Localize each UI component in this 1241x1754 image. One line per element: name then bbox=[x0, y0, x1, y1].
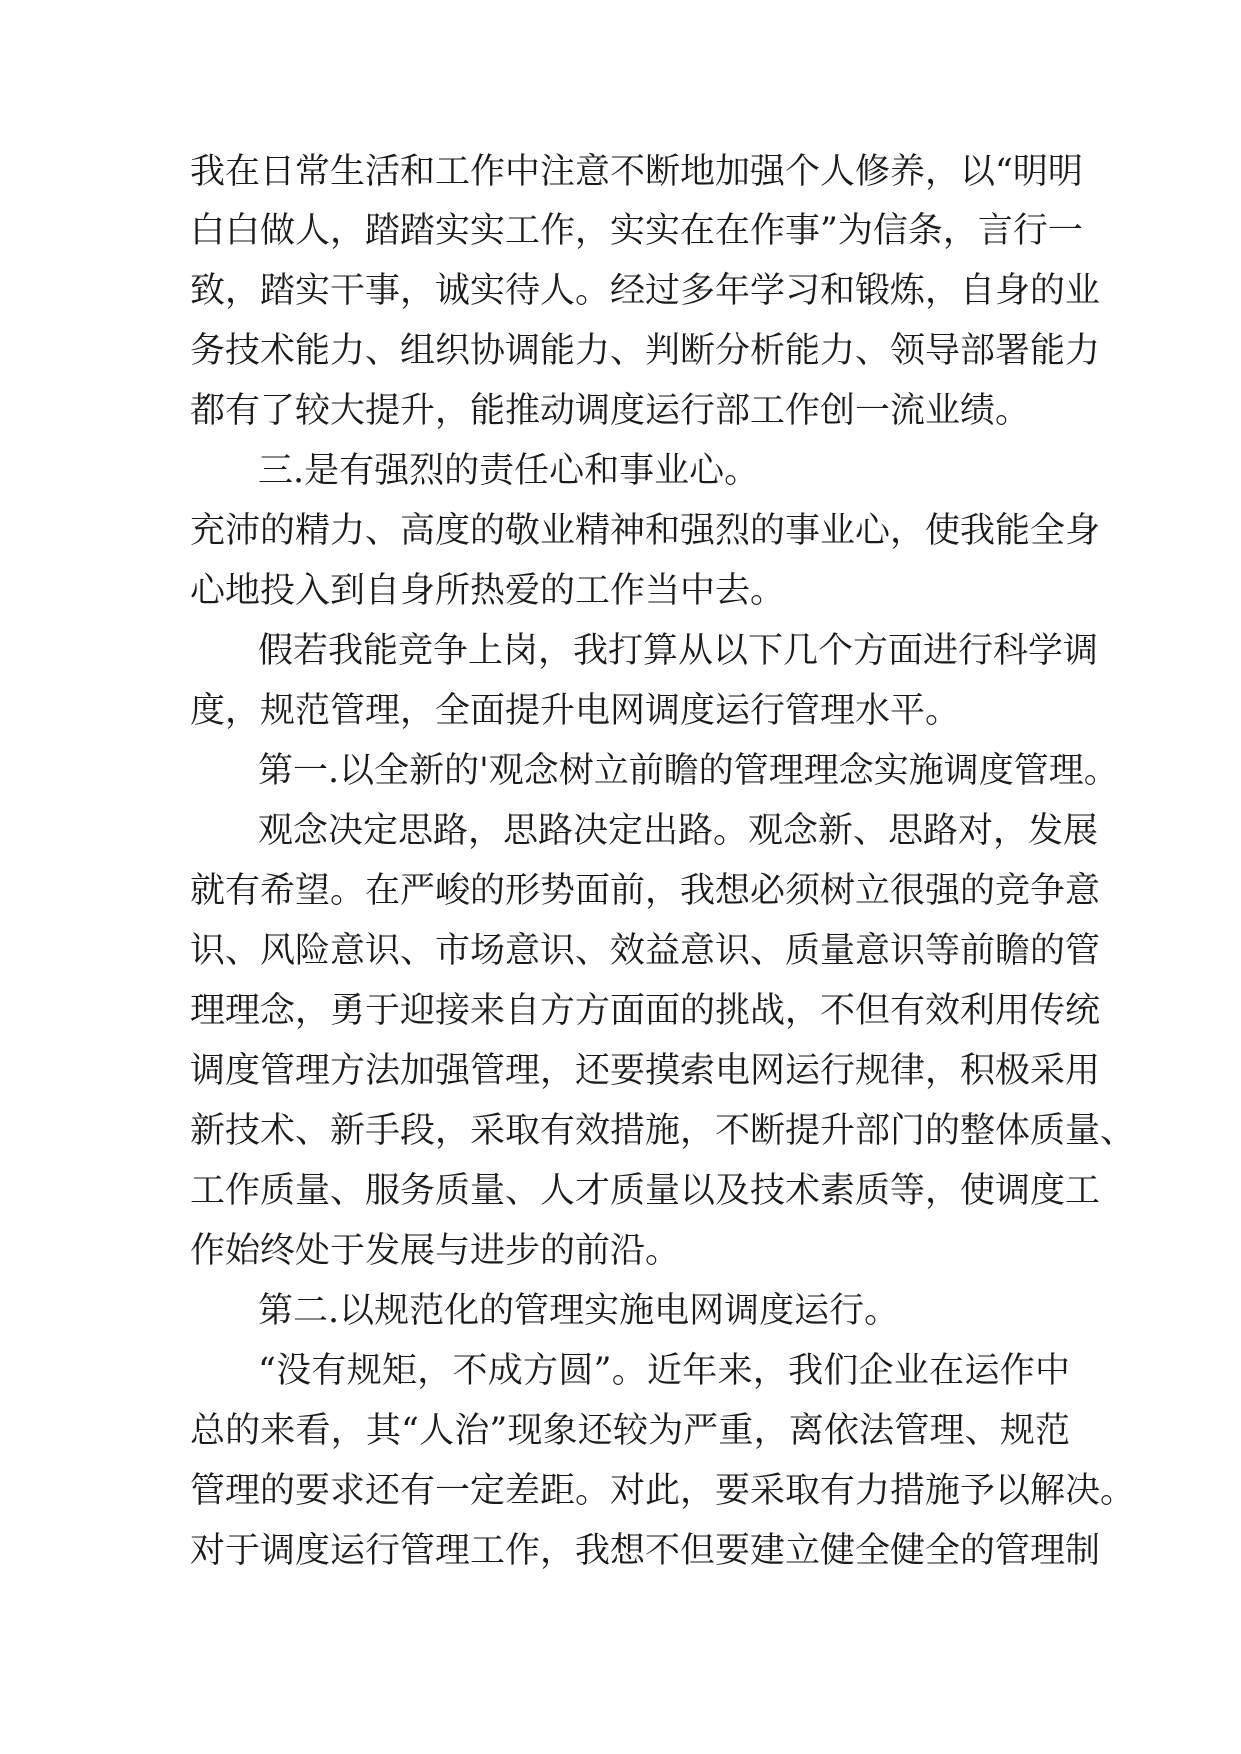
text-line: 我在日常生活和工作中注意不断地加强个人修养，以“明明 bbox=[190, 152, 1083, 192]
text-line: 调度管理方法加强管理，还要摸索电网运行规律，积极采用 bbox=[190, 1051, 1101, 1091]
text-line: 充沛的精力、高度的敬业精神和强烈的事业心，使我能全身 bbox=[190, 511, 1101, 551]
text-line: 致，踏实干事，诚实待人。经过多年学习和锻炼，自身的业 bbox=[190, 271, 1101, 311]
text-line: 对于调度运行管理工作，我想不但要建立健全健全的管理制 bbox=[190, 1531, 1101, 1571]
text-line: 总的来看，其“人治”现象还较为严重，离依法管理、规范 bbox=[190, 1411, 1070, 1451]
text-line: 度，规范管理，全面提升电网调度运行管理水平。 bbox=[190, 691, 961, 731]
section-heading: 第二.以规范化的管理实施电网调度运行。 bbox=[258, 1291, 900, 1331]
text-line: “没有规矩，不成方圆”。近年来，我们企业在运作中 bbox=[258, 1351, 1070, 1391]
text-line: 识、风险意识、市场意识、效益意识、质量意识等前瞻的管 bbox=[190, 931, 1101, 971]
text-line: 理理念，勇于迎接来自方方面面的挑战，不但有效利用传统 bbox=[190, 991, 1101, 1031]
text-line: 就有希望。在严峻的形势面前，我想必须树立很强的竞争意 bbox=[190, 871, 1101, 911]
text-line: 工作质量、服务质量、人才质量以及技术素质等，使调度工 bbox=[190, 1171, 1101, 1211]
section-heading: 三.是有强烈的责任心和事业心。 bbox=[258, 451, 760, 491]
section-heading: 第一.以全新的'观念树立前瞻的管理理念实施调度管理。 bbox=[258, 751, 1119, 791]
text-line: 务技术能力、组织协调能力、判断分析能力、领导部署能力 bbox=[190, 331, 1101, 371]
text-line: 新技术、新手段，采取有效措施，不断提升部门的整体质量、 bbox=[190, 1111, 1136, 1151]
text-line: 作始终处于发展与进步的前沿。 bbox=[190, 1231, 681, 1271]
text-line: 都有了较大提升，能推动调度运行部工作创一流业绩。 bbox=[190, 391, 1031, 431]
text-line: 管理的要求还有一定差距。对此，要采取有力措施予以解决。 bbox=[190, 1471, 1136, 1511]
text-line: 观念决定思路，思路决定出路。观念新、思路对，发展 bbox=[258, 811, 1099, 851]
text-line: 心地投入到自身所热爱的工作当中去。 bbox=[190, 571, 786, 611]
text-line: 白白做人，踏踏实实工作，实实在在作事”为信条，言行一 bbox=[190, 211, 1083, 251]
text-line: 假若我能竞争上岗，我打算从以下几个方面进行科学调 bbox=[258, 631, 1099, 671]
